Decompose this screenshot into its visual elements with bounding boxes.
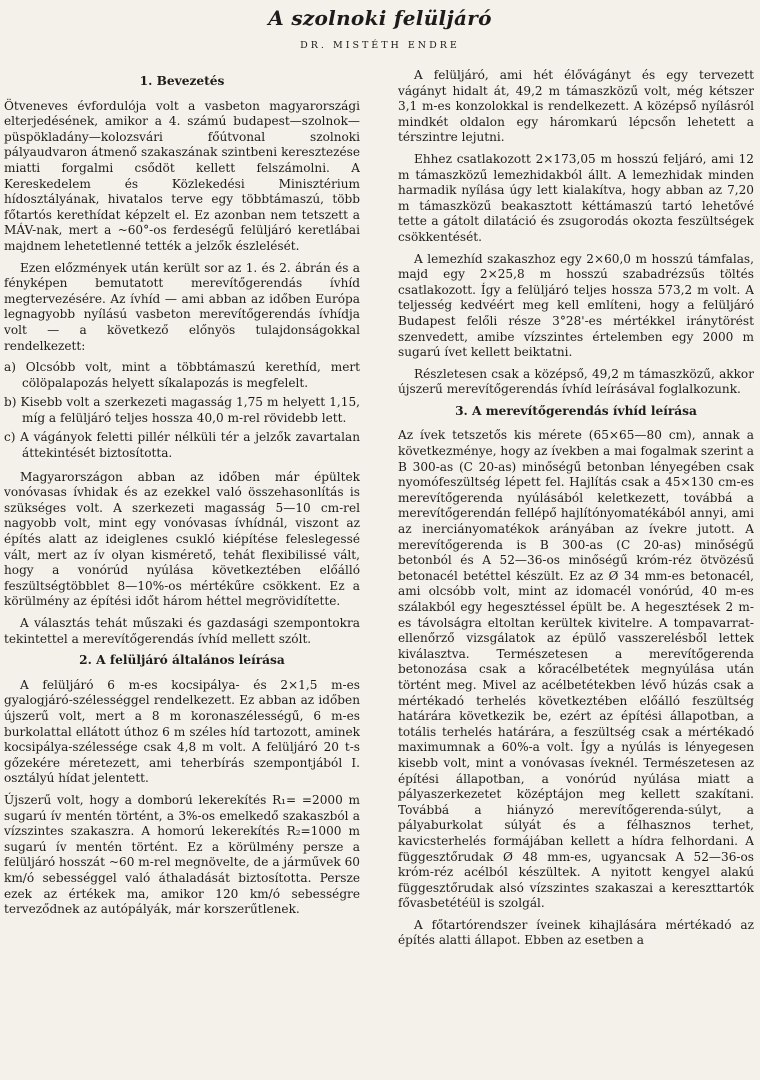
list-item: a) Olcsóbb volt, mint a többtámaszú kerethíd, mert cölöpalapozás helyett síkalapozás is megfelelt.	[4, 360, 360, 390]
paragraph: A felüljáró, ami hét élővágányt és egy tervezett vágányt hidalt át, 49,2 m támaszközű volt, még kétszer 3,1 m-es konzolokkal is rendelkezett. A középső nyílásról mindkét oldalon egy háromkarú lépcsőn lehetett a térszintre lejutni.	[398, 68, 754, 145]
left-column	[4, 68, 360, 1080]
article-title: A szolnoki felüljáró	[268, 6, 492, 30]
paragraph: Újszerű volt, hogy a domború lekerekítés R₁= =2000 m sugarú ív mentén történt, a 3%-os emelkedő szakaszból a vízszintes szakaszra. A homorú lekerekítés R₂=1000 m sugarú ív mentén történt. Ez a körülmény persze a felüljáró hosszát ~60 m-rel megnövelte, de a járművek 60 km/ó sebességgel való áthaladását biztosította. Persze ezek az értékek ma, amikor 120 km/ó sebességre terveződnek az autópályák, már korszerűtlenek.	[4, 792, 360, 917]
section-heading-general-description: 2. A felüljáró általános leírása	[79, 653, 285, 668]
list-item: c) A vágányok feletti pillér nélküli tér a jelzők zavartalan áttekintését biztosította.	[4, 430, 360, 461]
paragraph: A lemezhíd szakaszhoz egy 2×60,0 m hosszú támfalas, majd egy 2×25,8 m hosszú szabadrézsűs töltés csatlakozott. Így a felüljáró teljes hossza 573,2 m volt. A teljesség kedvéért meg kell említeni, hogy a felüljáró Budapest felőli része 3°28'-es mértékkel iránytörést szenvedett, amibe vízszintes értelemben egy 2000 m sugarú ívet kellett beiktatni.	[398, 251, 754, 360]
paragraph: Magyarországon abban az időben már épültek vonóvasas ívhidak és az ezekkel való összehasonlítás is szükséges volt. A szerkezeti magasság 5—10 cm-rel nagyobb volt, mint egy vonóvasas ívhídnál, viszont az építés alatt az ideiglenes csukló kiépítése feleslegessé vált, mert az ív olyan kismérető, tehát flexibilissé vált, hogy a vonórúd nyúlása következtében előálló feszültségtöbblet 8—10%-os mértékűre csökkent. Ez a körülmény az építési időt három héttel megrövidítette.	[4, 469, 360, 609]
paragraph: A főtartórendszer íveinek kihajlására mértékadó az építés alatti állapot. Ebben az esetben a	[398, 917, 754, 948]
right-column	[398, 68, 754, 1080]
paragraph: Ehhez csatlakozott 2×173,05 m hosszú feljáró, ami 12 m támaszközű lemezhidakból állt. A lemezhidak minden harmadik nyílása úgy lett kialakítva, hogy abban az 7,20 m támaszközű beakasztott kéttámaszú tartó lehetővé tette a gátolt dilatáció és zsugorodás okozta feszültségek csökkentését.	[398, 151, 754, 244]
paragraph: Az ívek tetszetős kis mérete (65×65—80 cm), annak a következménye, hogy az ívekben a mai fogalmak szerint a B 300-as (C 20-as) minőségű betonban lényegében csak nyomófeszültség lépett fel. Hajlítás csak a 45×130 cm-es merevítőgerenda nyúlásából keletkezett, továbbá a merevítőgerendán fellépő hajlítónyomatékából annyi, ami az inerciányomatékok arányában az ívekre jutott. A merevítőgerenda is B 300-as (C 20-as) minőségű betonból és A 52—36-os minőségű króm-réz ötvözésű betonacél betéttel készült. Ez az Ø 34 mm-es betonacél, ami olcsóbb volt, mint az idomacél vonórúd, 40 m-es szálakból egy hegesztéssel épült be. A hegesztések 2 m-es távolságra eltoltan kerültek kivitelre. A tompavarrat-ellenőrző vizsgálatok az épülő vasszerelésből lettek kiválasztva. Természetesen a merevítőgerenda betonozása csak a kőracélbetétek megnyúlása után történt meg. Mivel az acélbetétekben lévő húzás csak a mértékadó terhelés következtében előálló feszültség határára következik be, ezért az építési állapotban, a totális terhelés határára, a feszültség csak a mértékadó maximumnak a 60%-a volt. Így a nyúlás is lényegesen kisebb volt, mint a vonóvasas íveknél. Természetesen az építési állapotban, a vonórúd nyúlása miatt a pályaszerkezetet középtájon meg kellett szakítani. Továbbá a hiányzó merevítőgerenda-súlyt, a pályaburkolat súlyát és a félhasznos terhet, kavicsterhelés formájában kellett a hídra felhordani. A függesztőrudak Ø 48 mm-es, ugyancsak A 52—36-os króm-réz acélból készültek. A nyitott kengyel alakú függesztőrudak alsó vízszintes szakaszai a kereszttartók fővasbetétéül is szolgál.	[398, 428, 754, 911]
paragraph: Ötveneves évfordulója volt a vasbeton magyarországi elterjedésének, amikor a 4. számú budapest—szolnok—püspökladány—kolozsvári főútvonal szolnoki pályaudvaron átmenő szakaszának szintbeni keresztezése miatti forgalmi csődöt kellett felszámolni. A Kereskedelem és Közlekedési Minisztérium hídosztályának, hivatalos terve egy többtámaszú, több főtartós kerethídat képzelt el. Ez azonban nem tetszett a MÁV-nak, mert a ~60°-os ferdeségű felüljáró keretlábai majdnem lehetetlenné tették a jelzők észlelését.	[4, 98, 360, 253]
article-author: DR. MISTÉTH ENDRE	[300, 40, 460, 51]
section-heading-arch-bridge-description: 3. A merevítőgerendás ívhíd leírása	[455, 403, 697, 418]
paragraph: Részletesen csak a középső, 49,2 m támaszközű, akkor újszerű merevítőgerendás ívhíd leírásával foglalkozunk.	[398, 366, 754, 397]
list-item: b) Kisebb volt a szerkezeti magasság 1,75 m helyett 1,15, míg a felüljáró teljes hossza 40,0 m-rel rövidebb lett.	[4, 395, 360, 425]
advantages-list	[4, 360, 360, 462]
paragraph: A felüljáró 6 m-es kocsipálya- és 2×1,5 m-es gyalogjáró-szélességgel rendelkezett. Ez abban az időben újszerű volt, mert a 8 m koronaszélességű, 6 m-es burkolattal ellátott úthoz 6 m széles híd tartozott, aminek kocsipálya-szélessége csak 4,8 m volt. A felüljáró 20 t-s gőzekére méretezett, ami teherbírás szempontjából I. osztályú hídat jelentett.	[4, 677, 360, 786]
section-heading-introduction: 1. Bevezetés	[139, 74, 225, 88]
paragraph: Ezen előzmények után került sor az 1. és 2. ábrán és a fényképen bemutatott merevítőgerendás ívhíd megtervezésére. Az ívhíd — ami abban az időben Európa legnagyobb nyílású vasbeton merevítőgerendás ívhídja volt — a következő előnyös tulajdonságokkal rendelkezett:	[4, 260, 360, 353]
paragraph: A választás tehát műszaki és gazdasági szempontokra tekintettel a merevítőgerendás ívhíd mellett szólt.	[4, 616, 360, 646]
